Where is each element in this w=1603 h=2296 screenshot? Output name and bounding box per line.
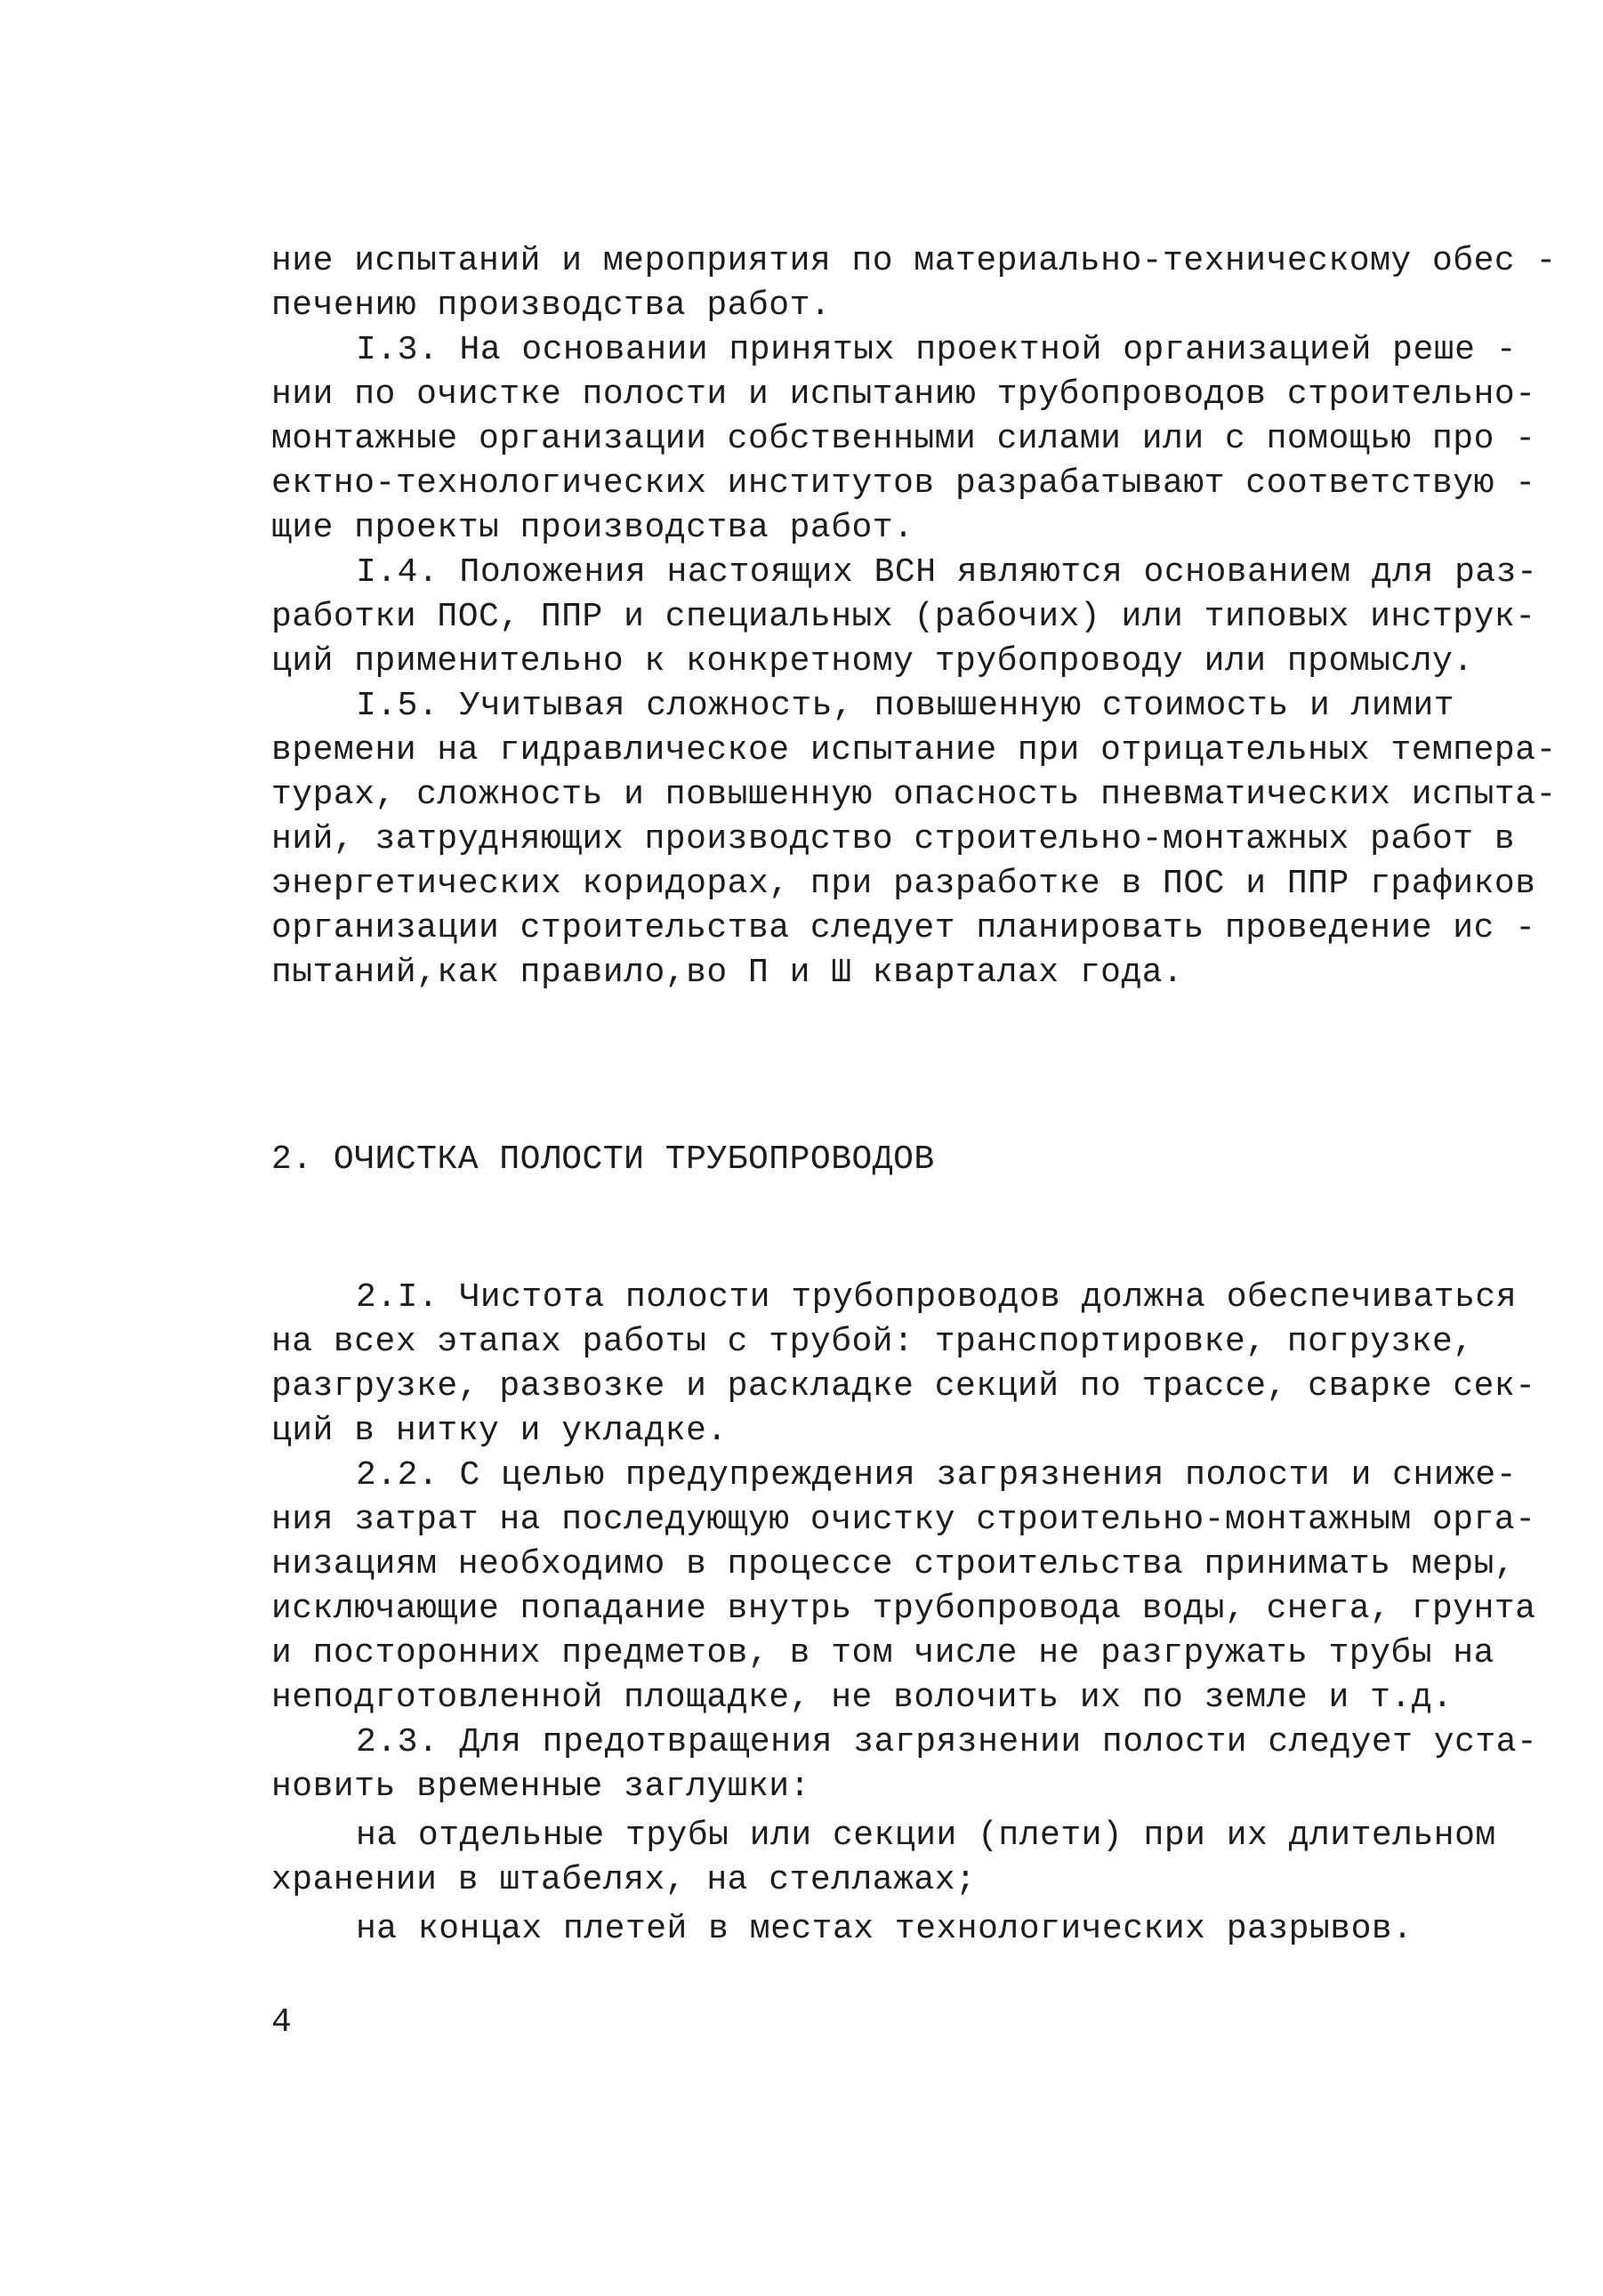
text-line: I.3. На основании принятых проектной организацией реше -: [356, 331, 1518, 369]
text-line: энергетических коридорах, при разработке в ПОС и ППР графиков: [271, 865, 1536, 903]
text-line: новить временные заглушки:: [271, 1768, 810, 1806]
text-line: хранении в штабелях, на стеллажах;: [271, 1861, 977, 1899]
text-line: ектно-технологических институтов разрабатывают соответствую -: [271, 464, 1536, 503]
text-line: и посторонних предметов, в том числе не разгружать трубы на: [271, 1634, 1494, 1672]
text-line: неподготовленной площадке, не волочить их по земле и т.д.: [271, 1679, 1454, 1717]
page-number: 4: [271, 2003, 293, 2042]
text-line: на концах плетей в местах технологических разрывов.: [356, 1910, 1414, 1948]
section-heading: 2. ОЧИСТКА ПОЛОСТИ ТРУБОПРОВОДОВ: [271, 1140, 935, 1179]
text-line: исключающие попадание внутрь трубопровода воды, снега, грунта: [271, 1590, 1536, 1628]
text-line: турах, сложность и повышенную опасность пневматических испыта-: [271, 776, 1557, 814]
text-line: нии по очистке полости и испытанию трубопроводов строительно-: [271, 375, 1536, 414]
text-line: ций в нитку и укладке.: [271, 1412, 728, 1450]
text-line: ций применительно к конкретному трубопроводу или промыслу.: [271, 642, 1474, 681]
text-line: монтажные организации собственными силами или с помощью про -: [271, 420, 1536, 458]
text-line: 2.3. Для предотвращения загрязнении полости следует уста-: [356, 1723, 1538, 1761]
text-line: низациям необходимо в процессе строительства принимать меры,: [271, 1545, 1516, 1583]
text-line: ний, затрудняющих производство строительно-монтажных работ в: [271, 820, 1516, 858]
text-line: 2.2. С целью предупреждения загрязнения полости и сниже-: [356, 1456, 1518, 1494]
text-line: работки ПОС, ППР и специальных (рабочих) или типовых инструк-: [271, 598, 1536, 636]
text-line: ния затрат на последующую очистку строительно-монтажным орга-: [271, 1501, 1536, 1539]
text-line: 2.I. Чистота полости трубопроводов должна обеспечиваться: [356, 1278, 1518, 1317]
text-line: на отдельные трубы или секции (плети) при их длительном: [356, 1817, 1496, 1855]
text-line: разгрузке, развозке и раскладке секций по трассе, сварке сек-: [271, 1367, 1536, 1406]
text-line: I.4. Положения настоящих ВСН являются основанием для раз-: [356, 553, 1538, 592]
text-line: ние испытаний и мероприятия по материально-техническому обес -: [271, 242, 1557, 280]
text-line: организации строительства следует планировать проведение ис -: [271, 909, 1536, 947]
text-line: печению производства работ.: [271, 286, 832, 325]
text-line: на всех этапах работы с трубой: транспортировке, погрузке,: [271, 1323, 1474, 1361]
text-line: щие проекты производства работ.: [271, 509, 914, 547]
text-line: I.5. Учитывая сложность, повышенную стоимость и лимит: [356, 687, 1455, 725]
text-line: пытаний,как правило,во П и Ш кварталах года.: [271, 954, 1184, 992]
text-line: времени на гидравлическое испытание при отрицательных темпера-: [271, 731, 1557, 769]
